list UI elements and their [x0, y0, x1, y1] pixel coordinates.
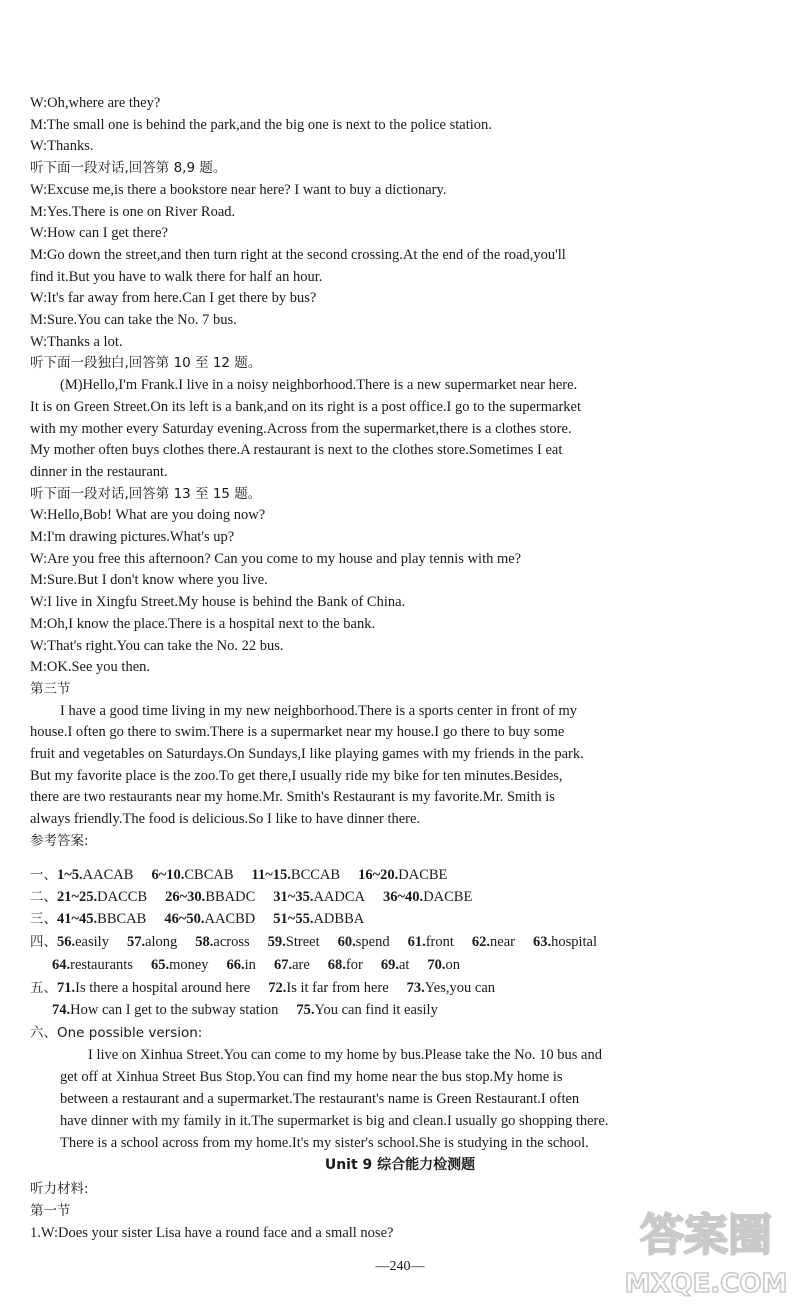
answer-number: 74.	[52, 1002, 71, 1018]
answer-value: money	[169, 957, 209, 973]
text-line: W:Are you free this afternoon? Can you come to my house and play tennis with me?	[30, 550, 522, 567]
answer-number: 26~30.	[165, 889, 206, 905]
text-line: house.I often go there to swim.There is a supermarket near my house.I go there to buy some	[30, 724, 565, 741]
section-heading: 参考答案:	[30, 832, 89, 849]
answer-number: 56.	[57, 934, 76, 950]
text-line: M:OK.See you then.	[30, 659, 151, 676]
section-heading: 第三节	[30, 680, 71, 697]
answer-value: across	[213, 934, 250, 950]
answer-value: at	[398, 957, 410, 973]
answer-number: 31~35.	[273, 889, 314, 905]
text-line: find it.But you have to walk there for half an hour.	[30, 268, 323, 285]
answer-value: BBCAB	[97, 911, 147, 927]
text-line: W:Excuse me,is there a bookstore near here? I want to buy a dictionary.	[30, 181, 447, 198]
answer-number: 65.	[150, 957, 170, 973]
answer-value: Street	[285, 934, 320, 950]
text-line: there are two restaurants near my home.Mr. Smith's Restaurant is my favorite.Mr. Smith is	[30, 789, 555, 806]
text-line: M:The small one is behind the park,and the big one is next to the police station.	[30, 116, 492, 133]
answer-number: 66.	[226, 957, 245, 973]
answer-value: How can I get to the subway station	[70, 1002, 279, 1018]
answer-number: 59.	[267, 934, 286, 950]
text-line: fruit and vegetables on Saturdays.On Sundays,I like playing games with my friends in the park.	[30, 746, 584, 762]
answer-number: 36~40.	[383, 889, 424, 905]
answer-value: You can find it easily	[314, 1002, 438, 1018]
answer-value: on	[445, 957, 461, 973]
text-line: with my mother every Saturday evening.Across from the supermarket,there is a clothes store.	[30, 420, 572, 437]
text-line: W:It's far away from here.Can I get there by bus?	[30, 290, 317, 307]
section-heading: 第一节	[30, 1203, 71, 1219]
svg-text:答案圈: 答案圈	[640, 1210, 772, 1261]
answer-number: 75.	[296, 1002, 315, 1018]
answer-value: DACCB	[97, 889, 148, 905]
answer-row	[30, 933, 597, 951]
answer-value: CBCAB	[184, 867, 234, 883]
text-line: M:Go down the street,and then turn right at the second crossing.At the end of the road,you'll	[30, 246, 566, 263]
answer-number: 60.	[337, 934, 356, 950]
answer-value: Yes,you can	[424, 980, 496, 996]
answer-value: AADCA	[313, 889, 366, 905]
text-line: W:Hello,Bob! What are you doing now?	[30, 507, 266, 524]
text-line: My mother often buys clothes there.A restaurant is next to the clothes store.Sometimes I eat	[30, 442, 563, 459]
answer-value: DACBE	[423, 889, 473, 905]
answer-row-label: 二、	[30, 889, 57, 905]
text-line: It is on Green Street.On its left is a bank,and on its right is a post office.I go to the supermarket	[30, 398, 582, 415]
answer-number: 1~5.	[57, 867, 83, 883]
answer-row-label: 五、	[30, 980, 57, 996]
answer-number: 72.	[268, 980, 287, 996]
text-line: always friendly.The food is delicious.So I like to have dinner there.	[30, 811, 421, 828]
answer-value: BBADC	[205, 889, 256, 905]
answer-value: front	[425, 934, 454, 950]
section-heading: 听下面一段独白,回答第 10 至 12 题。	[30, 355, 262, 372]
answer-value: for	[345, 957, 363, 973]
text-line: W:Thanks a lot.	[30, 333, 123, 350]
answer-number: 62.	[471, 934, 491, 950]
unit-title: Unit 9 综合能力检测题	[324, 1157, 476, 1173]
answer-number: 11~15.	[251, 867, 291, 883]
answer-number: 51~55.	[273, 911, 314, 927]
essay-line: There is a school across from my home.It's my sister's school.She is studying in the school.	[60, 1135, 589, 1151]
essay-line: I live on Xinhua Street.You can come to my home by bus.Please take the No. 10 bus and	[88, 1047, 602, 1063]
answer-row	[30, 888, 472, 906]
answer-value: AACAB	[82, 867, 134, 883]
answer-row	[52, 956, 460, 974]
answer-number: 71.	[57, 980, 76, 996]
answer-number: 58.	[195, 934, 214, 950]
answer-row-label: 三、	[30, 911, 57, 927]
answer-row-label: 一、	[30, 867, 57, 883]
answer-value: easily	[75, 934, 109, 950]
text-line: M:I'm drawing pictures.What's up?	[30, 529, 235, 545]
text-line: But my favorite place is the zoo.To get there,I usually ride my bike for ten minutes.Besides,	[30, 767, 563, 784]
answer-row	[30, 910, 364, 928]
answer-number: 16~20.	[358, 867, 399, 883]
answer-value: spend	[355, 934, 390, 950]
answer-value: in	[244, 957, 256, 973]
answer-number: 61.	[407, 934, 426, 950]
answer-value: Is it far from here	[286, 980, 389, 996]
answer-value: hospital	[551, 934, 598, 950]
watermark-logo	[616, 1192, 796, 1302]
answer-value: BCCAB	[290, 867, 341, 883]
answer-value: near	[490, 934, 515, 950]
section-heading: 听下面一段对话,回答第 8,9 题。	[30, 160, 227, 177]
answer-number: 63.	[532, 934, 552, 950]
essay-line: get off at Xinhua Street Bus Stop.You can find my home near the bus stop.My home is	[60, 1069, 563, 1085]
answer-number: 73.	[406, 980, 425, 996]
answer-value: along	[145, 934, 178, 950]
essay-line: between a restaurant and a supermarket.The restaurant's name is Green Restaurant.I often	[60, 1091, 580, 1107]
answer-row-label: 四、	[30, 934, 57, 950]
answer-number: 70.	[427, 957, 446, 973]
answer-value: AACBD	[204, 911, 256, 927]
answer-value: ADBBA	[313, 911, 365, 927]
text-line: W:That's right.You can take the No. 22 bus.	[30, 637, 284, 654]
text-line: W:I live in Xingfu Street.My house is behind the Bank of China.	[30, 594, 406, 611]
answer-row	[30, 979, 495, 997]
text-line: W:Thanks.	[30, 138, 94, 155]
answer-value: restaurants	[70, 957, 133, 973]
svg-text:MXQE.COM: MXQE.COM	[624, 1269, 788, 1299]
section-heading: 听下面一段对话,回答第 13 至 15 题。	[30, 485, 262, 502]
answer-value: Is there a hospital around here	[75, 980, 251, 996]
text-line: M:Sure.You can take the No. 7 bus.	[30, 312, 237, 328]
text-line: 1.W:Does your sister Lisa have a round face and a small nose?	[30, 1225, 394, 1241]
answer-number: 67.	[273, 957, 293, 973]
answer-value: are	[292, 957, 310, 973]
text-line: I have a good time living in my new neighborhood.There is a sports center in front of my	[60, 702, 578, 719]
essay-label: 六、One possible version:	[30, 1025, 203, 1041]
answer-number: 57.	[126, 934, 146, 950]
text-line: dinner in the restaurant.	[30, 463, 168, 480]
section-heading: 听力材料:	[30, 1181, 89, 1197]
text-line: M:Yes.There is one on River Road.	[30, 203, 236, 220]
essay-line: have dinner with my family in it.The supermarket is big and clean.I usually go shopping there.	[60, 1113, 609, 1129]
text-line: (M)Hello,I'm Frank.I live in a noisy neighborhood.There is a new supermarket near here.	[60, 377, 578, 394]
answer-row	[30, 866, 447, 884]
text-line: M:Oh,I know the place.There is a hospital next to the bank.	[30, 615, 376, 632]
answer-number: 69.	[380, 957, 399, 973]
text-line: M:Sure.But I don't know where you live.	[30, 572, 268, 589]
text-line: W:How can I get there?	[30, 225, 168, 242]
answer-number: 64.	[52, 957, 71, 973]
answer-number: 21~25.	[57, 889, 98, 905]
answer-number: 41~45.	[57, 911, 98, 927]
answer-number: 68.	[327, 957, 346, 973]
text-line: W:Oh,where are they?	[30, 95, 161, 111]
answer-value: DACBE	[398, 867, 448, 883]
answer-number: 46~50.	[164, 911, 205, 927]
answer-number: 6~10.	[151, 867, 185, 883]
answer-row	[52, 1001, 438, 1019]
page-number: —240—	[375, 1259, 425, 1274]
